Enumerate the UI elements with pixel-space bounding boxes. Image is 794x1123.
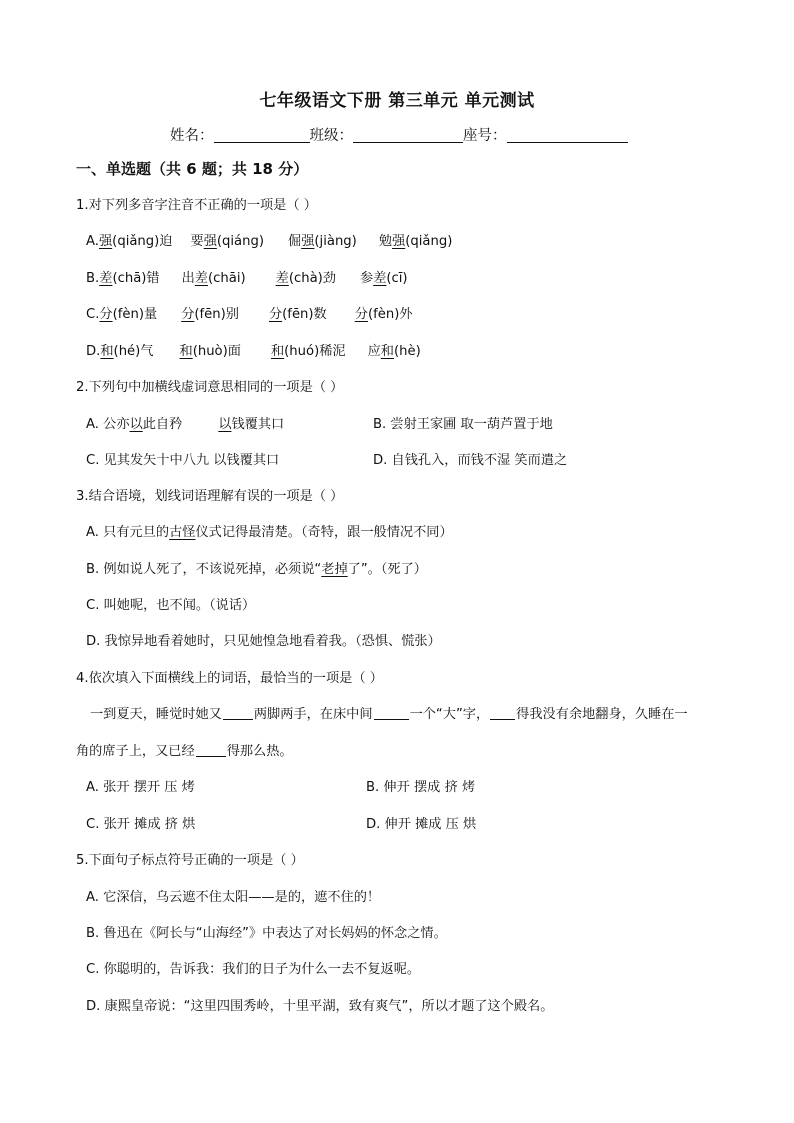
question-5-option-c: C. 你聪明的，告诉我：我们的日子为什么一去不复返呢。 xyxy=(86,962,421,977)
blank-4[interactable] xyxy=(196,742,226,757)
question-1-option-a: A.强(qiǎng)迫 要强(qiáng) 倔强(jiàng) 勉强(qiǎng) xyxy=(86,234,453,249)
question-3-stem: 3.结合语境，划线词语理解有误的一项是（ ） xyxy=(76,489,344,504)
question-5-option-b: B. 鲁迅在《阿长与“山海经”》中表达了对长妈妈的怀念之情。 xyxy=(86,926,447,941)
question-2-stem: 2.下列句中加横线虚词意思相同的一项是（ ） xyxy=(76,380,344,395)
question-4-option-b: B. 伸开 摆成 挤 烤 xyxy=(366,780,476,795)
question-5-option-d: D. 康熙皇帝说：“这里四围秀岭，十里平湖，致有爽气”，所以才题了这个殿名。 xyxy=(86,999,554,1014)
question-3-option-d: D. 我惊异地看着她时，只见她惶急地看着我。（恐惧、慌张） xyxy=(86,634,441,649)
question-1-option-c: C.分(fèn)量 分(fēn)别 分(fēn)数 分(fèn)外 xyxy=(86,307,413,322)
question-2-option-a: A. 公亦以此自矜 以钱覆其口 xyxy=(86,417,285,432)
question-4-passage-line-1: 一到夏天，睡觉时她又 两脚两手，在床中间 一个“大”字， 得我没有余地翻身，久睡在一 xyxy=(90,707,688,722)
section-heading: 一、单选题（共 6 题；共 18 分） xyxy=(76,160,309,178)
question-2-option-d: D. 自钱孔入，而钱不湿 笑而遣之 xyxy=(373,453,568,468)
question-2-option-c: C. 见其发矢十中八九 以钱覆其口 xyxy=(86,453,280,468)
question-3-option-b: B. 例如说人死了，不该说死掉，必须说“老掉了”。（死了） xyxy=(86,562,427,577)
name-label: 姓名： xyxy=(170,128,214,144)
question-1-stem: 1.对下列多音字注音不正确的一项是（ ） xyxy=(76,198,317,213)
question-5-stem: 5.下面句子标点符号正确的一项是（ ） xyxy=(76,853,304,868)
question-4-option-a: A. 张开 摆开 压 烤 xyxy=(86,780,195,795)
question-4-stem: 4.依次填入下面横线上的词语，最恰当的一项是（ ） xyxy=(76,671,383,686)
question-3-option-c: C. 叫她呢，也不闻。（说话） xyxy=(86,598,256,613)
question-1-option-b: B.差(chā)错 出差(chāi) 差(chà)劲 参差(cī) xyxy=(86,271,408,286)
blank-3[interactable] xyxy=(490,705,515,720)
seat-blank[interactable] xyxy=(507,127,628,143)
question-4-option-d: D. 伸开 摊成 压 烘 xyxy=(366,817,477,832)
blank-1[interactable] xyxy=(223,705,253,720)
name-blank[interactable] xyxy=(214,127,310,143)
doc-title: 七年级语文下册 第三单元 单元测试 xyxy=(259,91,535,111)
class-blank[interactable] xyxy=(353,127,463,143)
question-2-option-b: B. 尝射王家圃 取一葫芦置于地 xyxy=(373,417,553,432)
student-info-row xyxy=(170,124,628,145)
question-4-option-c: C. 张开 摊成 挤 烘 xyxy=(86,817,196,832)
blank-2[interactable] xyxy=(374,705,409,720)
question-3-option-a: A. 只有元旦的古怪仪式记得最清楚。（奇特，跟一般情况不同） xyxy=(86,525,453,540)
seat-label: 座号： xyxy=(463,128,507,144)
question-1-option-d: D.和(hé)气 和(huò)面 和(huó)稀泥 应和(hè) xyxy=(86,344,421,359)
question-4-passage-line-2: 角的席子上，又已经 得那么热。 xyxy=(76,744,293,759)
question-5-option-a: A. 它深信，乌云遮不住太阳——是的，遮不住的！ xyxy=(86,890,381,905)
class-label: 班级： xyxy=(309,128,353,144)
